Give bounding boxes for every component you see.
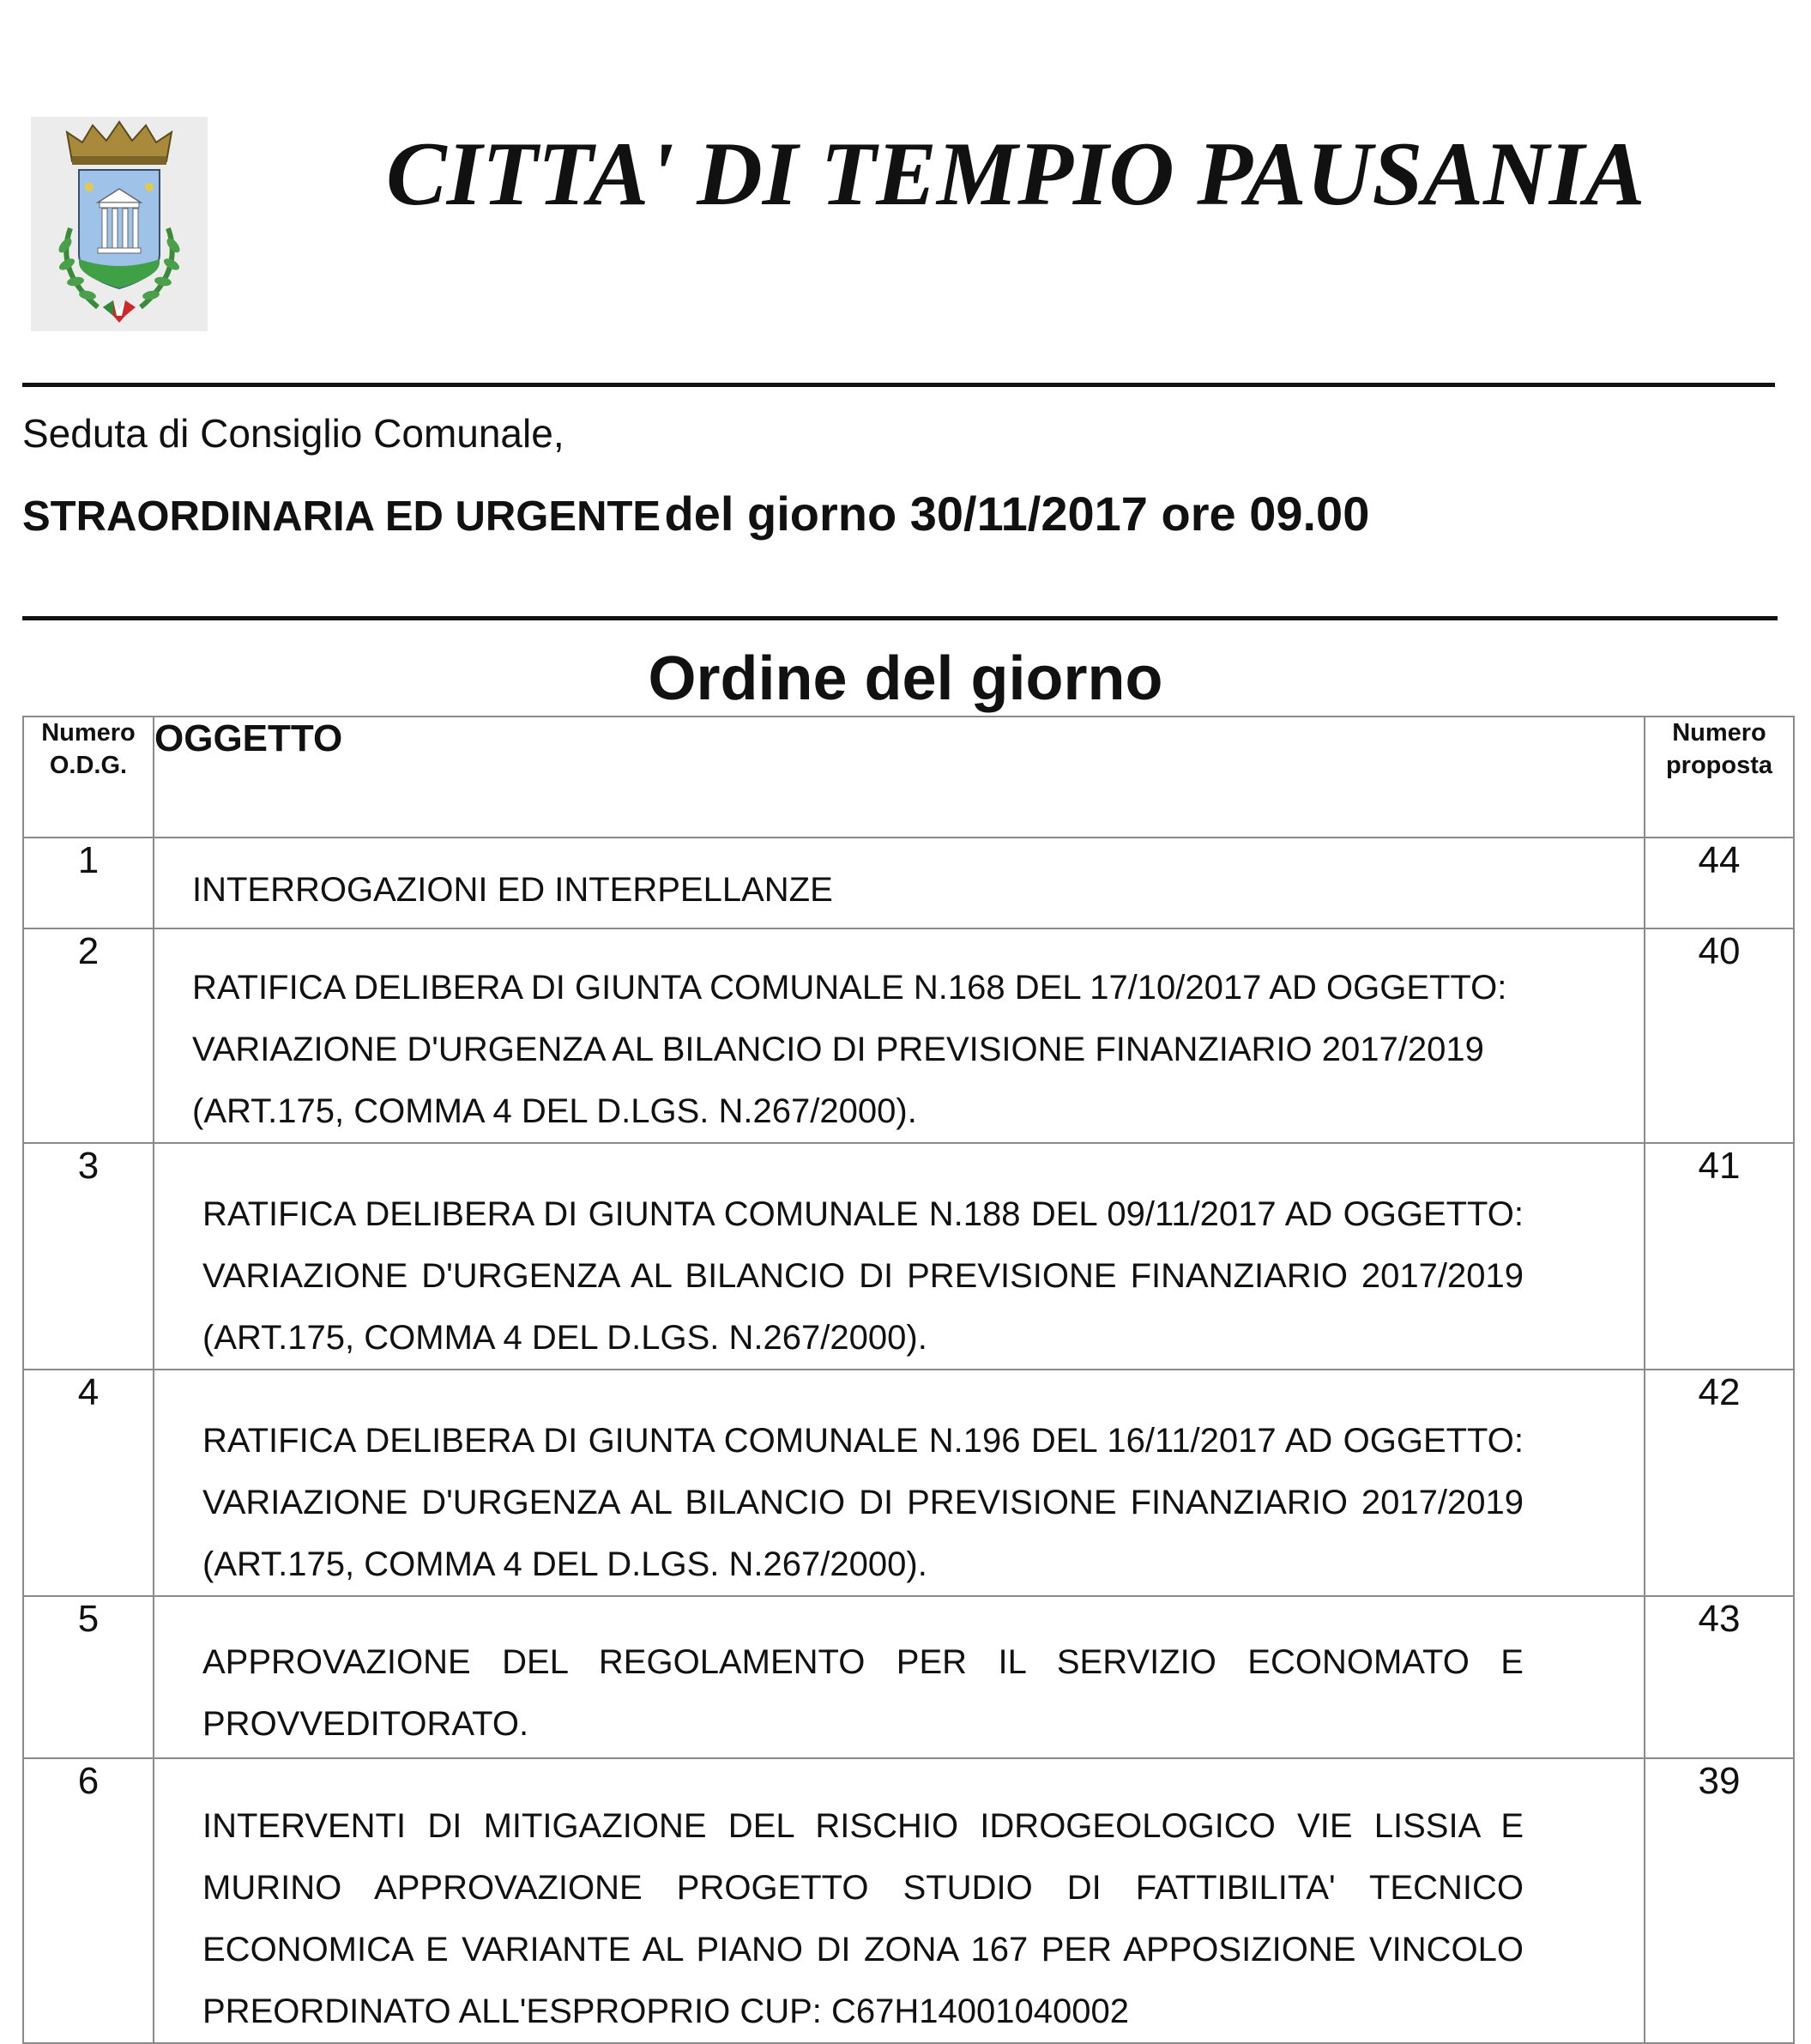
item-object <box>154 1370 1645 1596</box>
table-row <box>23 1143 1794 1370</box>
session-type <box>22 487 1369 541</box>
table-row <box>23 1370 1794 1596</box>
item-object <box>154 838 1645 928</box>
item-object-text: RATIFICA DELIBERA DI GIUNTA COMUNALE N.168 DEL 17/10/2017 AD OGGETTO: VARIAZIONE D'URGENZA AL BILANCIO DI PREVISIONE FINANZIARIO 2017/2019 (ART.175, COMMA 4 DEL D.LGS. N.267/2000). <box>192 969 1507 1130</box>
item-number: 5 <box>23 1596 154 1758</box>
item-number: 6 <box>23 1758 154 2043</box>
table-row <box>23 838 1794 928</box>
session-divider <box>22 616 1778 620</box>
item-number: 4 <box>23 1370 154 1596</box>
column-header-number-line1: Numero <box>41 719 136 747</box>
item-object <box>154 928 1645 1143</box>
table-row <box>23 1596 1794 1758</box>
table-header-row <box>23 717 1794 838</box>
table-row <box>23 928 1794 1143</box>
item-proposal: 43 <box>1645 1596 1794 1758</box>
city-title: CITTA' DI TEMPIO PAUSANIA <box>386 124 1645 224</box>
column-header-proposal-line1: Numero <box>1672 719 1766 747</box>
item-object <box>154 1143 1645 1370</box>
item-object-text: RATIFICA DELIBERA DI GIUNTA COMUNALE N.196 DEL 16/11/2017 AD OGGETTO: VARIAZIONE D'URGENZA AL BILANCIO DI PREVISIONE FINANZIARIO 2017/2019 (ART.175, COMMA 4 DEL D.LGS. N.267/2000). <box>202 1422 1524 1583</box>
column-header-object: OGGETTO <box>154 717 1645 838</box>
table-row <box>23 1758 1794 2043</box>
agenda-table <box>22 716 1795 2044</box>
column-header-proposal <box>1645 717 1794 838</box>
agenda-title: Ordine del giorno <box>648 644 1163 713</box>
column-header-proposal-line2: proposta <box>1665 751 1773 779</box>
item-object <box>154 1758 1645 2043</box>
item-proposal: 44 <box>1645 838 1794 928</box>
item-object-text: INTERVENTI DI MITIGAZIONE DEL RISCHIO IDROGEOLOGICO VIE LISSIA E MURINO APPROVAZIONE PROGETTO STUDIO DI FATTIBILITA' TECNICO ECONOMICA E VARIANTE AL PIANO DI ZONA 167 PER APPOSIZIONE VINCOLO PREORDINATO ALL'ESPROPRIO CUP: C67H14001040002 <box>202 1807 1524 2030</box>
header-divider <box>22 383 1775 387</box>
item-proposal: 42 <box>1645 1370 1794 1596</box>
item-proposal: 41 <box>1645 1143 1794 1370</box>
column-header-number <box>23 717 154 838</box>
item-object-text: RATIFICA DELIBERA DI GIUNTA COMUNALE N.188 DEL 09/11/2017 AD OGGETTO: VARIAZIONE D'URGENZA AL BILANCIO DI PREVISIONE FINANZIARIO 2017/2019 (ART.175, COMMA 4 DEL D.LGS. N.267/2000). <box>202 1195 1524 1357</box>
item-number: 1 <box>23 838 154 928</box>
item-object <box>154 1596 1645 1758</box>
city-coat-of-arms <box>31 117 208 331</box>
item-object-text: INTERROGAZIONI ED INTERPELLANZE <box>192 871 833 909</box>
session-type-label: STRAORDINARIA ED URGENTE <box>22 493 661 540</box>
session-datetime: del giorno 30/11/2017 ore 09.00 <box>664 487 1370 541</box>
session-line: Seduta di Consiglio Comunale, <box>22 411 564 456</box>
item-object-text: APPROVAZIONE DEL REGOLAMENTO PER IL SERVIZIO ECONOMATO E PROVVEDITORATO. <box>202 1643 1524 1743</box>
column-header-number-line2: O.D.G. <box>49 751 128 779</box>
item-proposal: 39 <box>1645 1758 1794 2043</box>
item-proposal: 40 <box>1645 928 1794 1143</box>
item-number: 3 <box>23 1143 154 1370</box>
item-number: 2 <box>23 928 154 1143</box>
